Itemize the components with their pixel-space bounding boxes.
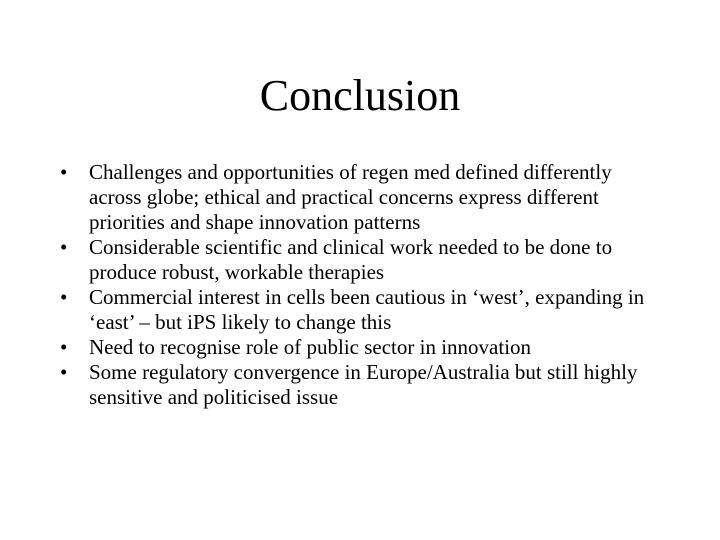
bullet-text: Considerable scientific and clinical work needed to be done to produce robust, workable therapies [89,235,613,284]
slide-title: Conclusion [259,71,461,120]
bullet-text: Commercial interest in cells been cautious in ‘west’, expanding in ‘east’ – but iPS likely to change this [89,285,645,334]
bullet-icon: • [60,335,68,359]
bullet-icon: • [60,360,68,384]
bullet-item [54,160,664,235]
bullet-icon: • [60,285,68,309]
bullet-list [54,160,664,410]
bullet-icon: • [60,160,68,184]
bullet-item [54,360,664,410]
bullet-text: Challenges and opportunities of regen med defined differently across globe; ethical and practical concerns express different priorities and shape innovation patterns [89,160,612,234]
bullet-text: Need to recognise role of public sector in innovation [89,335,532,359]
bullet-item [54,335,664,360]
bullet-item [54,285,664,335]
bullet-text: Some regulatory convergence in Europe/Australia but still highly sensitive and politicised issue [89,360,638,409]
bullet-icon: • [60,235,68,259]
bullet-item [54,235,664,285]
